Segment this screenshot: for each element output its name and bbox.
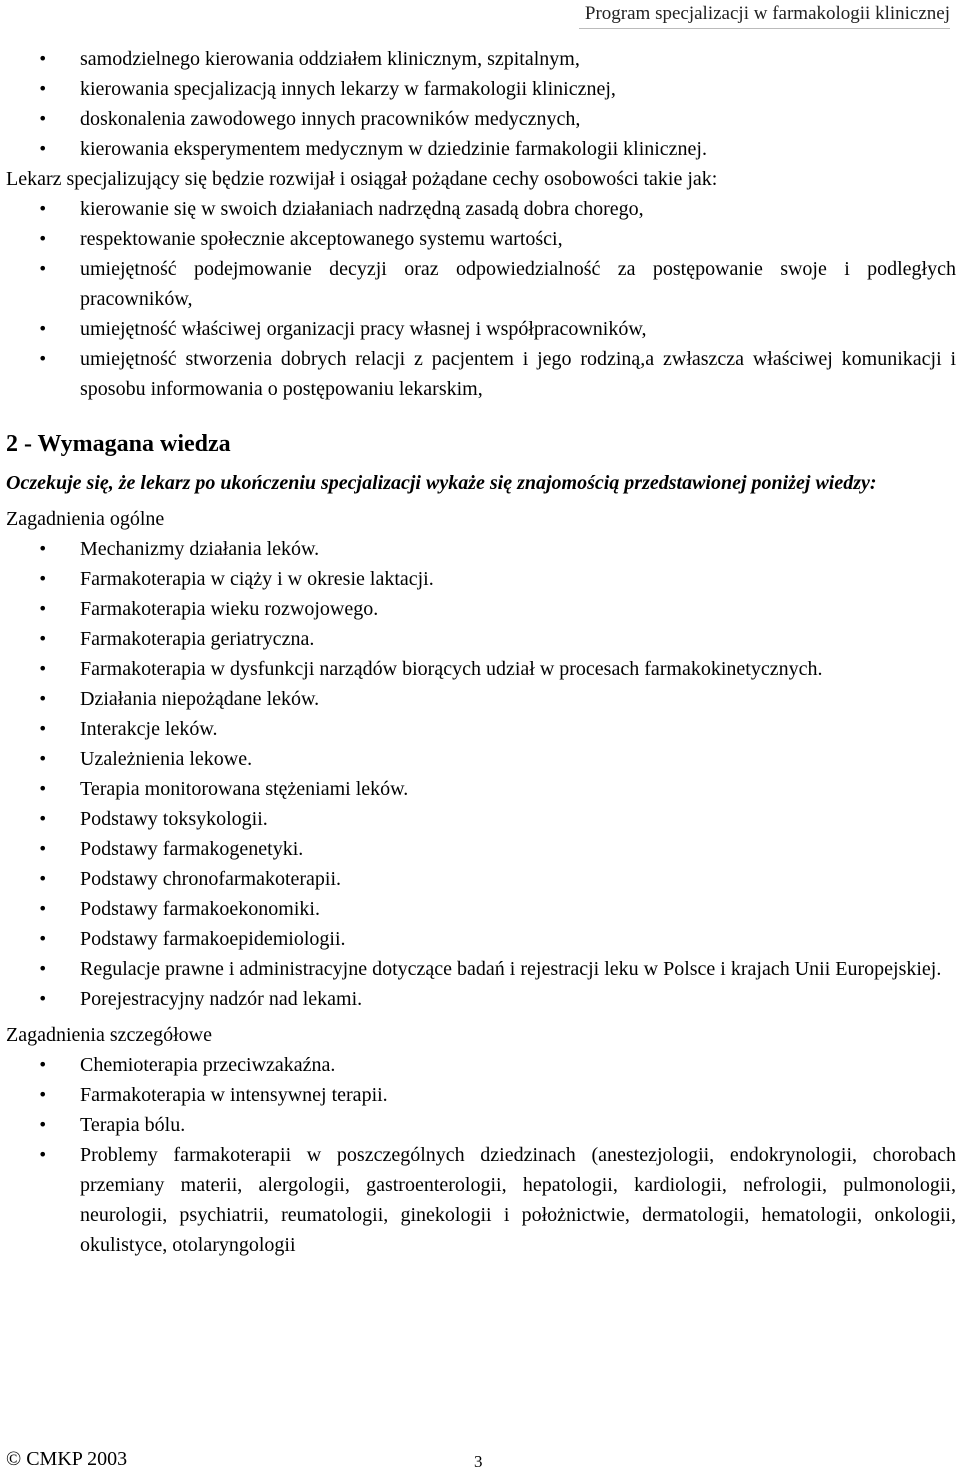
list-item: • Interakcje leków.	[6, 714, 956, 744]
page-number: 3	[474, 1452, 483, 1471]
list-item: • kierowania eksperymentem medycznym w dziedzinie farmakologii klinicznej.	[6, 134, 956, 164]
section-heading: 2 - Wymagana wiedza	[6, 431, 231, 457]
list-item: • Podstawy farmakogenetyki.	[6, 834, 956, 864]
list-item: • Farmakoterapia w ciąży i w okresie laktacji.	[6, 564, 956, 594]
list-item: • Terapia monitorowana stężeniami leków.	[6, 774, 956, 804]
list-item: • Porejestracyjny nadzór nad lekami.	[6, 984, 956, 1014]
document-body	[6, 44, 956, 1260]
list-item: • samodzielnego kierowania oddziałem klinicznym, szpitalnym,	[6, 44, 956, 74]
list-item: • Terapia bólu.	[6, 1110, 956, 1140]
list-item: • umiejętność stworzenia dobrych relacji z pacjentem i jego rodziną,a zwłaszcza właściwej komunikacji i sposobu informowania o postępowaniu lekarskim,	[6, 344, 956, 404]
list-item: • umiejętność właściwej organizacji pracy własnej i współpracowników,	[6, 314, 956, 344]
personality-traits-paragraph: Lekarz specjalizujący się będzie rozwijał i osiągał pożądane cechy osobowości takie jak:	[6, 168, 718, 190]
list-item: • doskonalenia zawodowego innych pracowników medycznych,	[6, 104, 956, 134]
leadership-skills-list	[6, 44, 956, 164]
list-item: • Farmakoterapia w intensywnej terapii.	[6, 1080, 956, 1110]
list-item: • Regulacje prawne i administracyjne dotyczące badań i rejestracji leku w Polsce i krajach Unii Europejskiej.	[6, 954, 956, 984]
general-topics-heading: Zagadnienia ogólne	[6, 508, 165, 530]
list-item: • Podstawy farmakoekonomiki.	[6, 894, 956, 924]
list-item: • Podstawy farmakoepidemiologii.	[6, 924, 956, 954]
list-item: • Chemioterapia przeciwzakaźna.	[6, 1050, 956, 1080]
personality-traits-list	[6, 194, 956, 404]
list-item: • Farmakoterapia wieku rozwojowego.	[6, 594, 956, 624]
list-item: • umiejętność podejmowanie decyzji oraz odpowiedzialność za postępowanie swoje i podległych pracowników,	[6, 254, 956, 314]
general-topics-list	[6, 534, 956, 1014]
list-item: • Problemy farmakoterapii w poszczególnych dziedzinach (anestezjologii, endokrynologii, chorobach przemiany materii, alergologii, gastroenterologii, hepatologii, kardiologii, nefrologii, pulmonologii, neurologii, psychiatrii, reumatologii, ginekologii i położnictwie, dermatologii, hematologii, onkologii, okulistyce, otolaryngologii	[6, 1140, 956, 1260]
list-item: • kierowania specjalizacją innych lekarzy w farmakologii klinicznej,	[6, 74, 956, 104]
detailed-topics-list	[6, 1050, 956, 1260]
detailed-topics-heading: Zagadnienia szczegółowe	[6, 1024, 213, 1046]
section-intro: Oczekuje się, że lekarz po ukończeniu specjalizacji wykaże się znajomością przedstawionej poniżej wiedzy:	[6, 472, 877, 494]
list-item: • Uzależnienia lekowe.	[6, 744, 956, 774]
list-item: • Farmakoterapia geriatryczna.	[6, 624, 956, 654]
list-item: • respektowanie społecznie akceptowanego systemu wartości,	[6, 224, 956, 254]
list-item: • Podstawy chronofarmakoterapii.	[6, 864, 956, 894]
footer-copyright: © CMKP 2003	[6, 1448, 128, 1470]
list-item: • Mechanizmy działania leków.	[6, 534, 956, 564]
list-item: • kierowanie się w swoich działaniach nadrzędną zasadą dobra chorego,	[6, 194, 956, 224]
list-item: • Farmakoterapia w dysfunkcji narządów biorących udział w procesach farmakokinetycznych.	[6, 654, 956, 684]
page-header: Program specjalizacji w farmakologii klinicznej	[579, 0, 950, 29]
list-item: • Podstawy toksykologii.	[6, 804, 956, 834]
list-item: • Działania niepożądane leków.	[6, 684, 956, 714]
